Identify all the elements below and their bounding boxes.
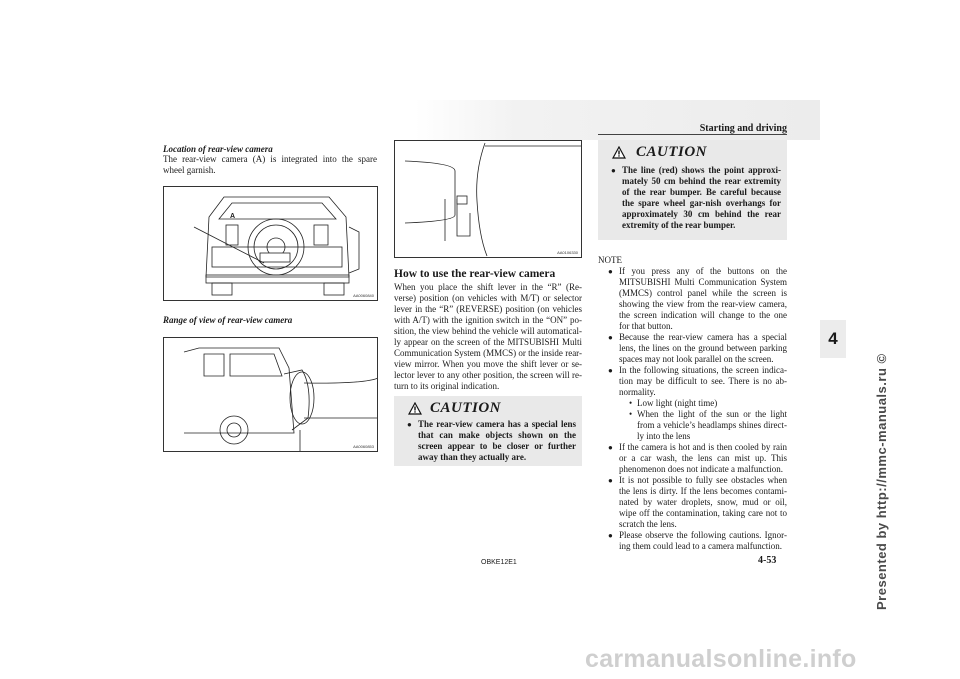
screen-view-figure bbox=[394, 140, 582, 258]
note-text: In the following situations, the screen indica-tion may be difficult to see. There is no ab-normality. bbox=[619, 365, 787, 397]
bullet-icon: ● bbox=[608, 476, 613, 485]
side-text: Presented by http://mmc-manuals.ru © bbox=[874, 353, 889, 610]
sub-item bbox=[629, 398, 787, 409]
note-item bbox=[607, 266, 787, 332]
note-text: Because the rear-view camera has a special lens, the lines on the ground between parking spaces may not look parallel on the screen. bbox=[619, 332, 787, 364]
bullet-icon: ● bbox=[611, 166, 616, 175]
footer-code: OBKE12E1 bbox=[481, 559, 517, 566]
sub-bullet-icon: • bbox=[629, 398, 633, 408]
location-text: The rear-view camera (A) is integrated into the spare wheel garnish. bbox=[163, 154, 377, 175]
note-item bbox=[607, 332, 787, 365]
sub-item bbox=[629, 409, 787, 442]
watermark: carmanualsonline.info bbox=[585, 645, 857, 673]
note-item bbox=[607, 475, 787, 530]
notes-list bbox=[607, 266, 787, 552]
camera-location-figure bbox=[163, 186, 378, 301]
page-number: 4-53 bbox=[758, 555, 777, 566]
note-item bbox=[607, 530, 787, 552]
header-rule bbox=[598, 134, 787, 135]
bullet-icon: ● bbox=[608, 531, 613, 540]
note-label: NOTE bbox=[598, 255, 622, 265]
sub-item-text: When the light of the sun or the light from a vehicle’s headlamps shines direct-ly into the lens bbox=[637, 409, 787, 441]
note-text: If the camera is hot and is then cooled by rain or a car wash, the lens can mist up. This phenomenon does not indicate a malfunction. bbox=[619, 442, 787, 474]
caution-item bbox=[394, 417, 582, 463]
caution-text: The rear-view camera has a special lens that can make objects shown on the screen appear to be closer or further away than they actually are. bbox=[418, 419, 576, 462]
caution-box bbox=[598, 140, 787, 240]
range-heading: Range of view of rear-view camera bbox=[163, 315, 293, 325]
vehicle-rear-illustration bbox=[164, 187, 378, 301]
view-range-illustration bbox=[164, 338, 378, 452]
figure-code: AA0060853 bbox=[353, 444, 374, 449]
bullet-icon: ● bbox=[608, 267, 613, 276]
view-range-figure bbox=[163, 337, 378, 452]
screen-view-illustration bbox=[395, 141, 582, 258]
location-heading: Location of rear-view camera bbox=[163, 144, 273, 154]
warning-triangle-icon bbox=[408, 402, 422, 415]
bullet-icon: ● bbox=[608, 366, 613, 375]
note-item bbox=[607, 365, 787, 398]
sub-list bbox=[607, 398, 787, 442]
caution-text: The line (red) shows the point approxi-mately 50 cm behind the rear extremity of the rear bumper. Be careful because the spare wheel gar-nish overhangs for approximately 30 cm behind the rear extremity of the rear bumper. bbox=[622, 165, 781, 230]
warning-triangle-icon bbox=[612, 146, 626, 159]
note-text: It is not possible to fully see obstacles when the lens is dirty. If the lens becomes contami-nated by water droplets, snow, mud or oil, wipe off the contamination, taking care not to scratch the lens. bbox=[619, 475, 787, 529]
note-item bbox=[607, 442, 787, 475]
figure-code: AA0060840 bbox=[353, 293, 374, 298]
bullet-icon: ● bbox=[608, 333, 613, 342]
bullet-icon: ● bbox=[608, 443, 613, 452]
sub-item-text: Low light (night time) bbox=[637, 398, 718, 408]
page-header-title: Starting and driving bbox=[699, 123, 787, 134]
note-text: Please observe the following cautions. Ignor-ing them could lead to a camera malfunction. bbox=[619, 530, 787, 551]
caution-title: CAUTION bbox=[430, 400, 502, 416]
chapter-number: 4 bbox=[828, 329, 838, 348]
caution-item bbox=[598, 161, 787, 231]
caution-box bbox=[394, 396, 582, 466]
bullet-icon: ● bbox=[407, 420, 412, 429]
section-text: When you place the shift lever in the “R” (Re-verse) position (on vehicles with M/T) or selector lever in the “R” (REVERSE) position (on vehicles with A/T) with the ignition switch in the “ON” po-sition, the view behind the vehicle will automatical-ly appear on the screen of the MITSUBISHI Multi Communication System (MMCS) or the inside rear-view mirror. When you move the shift lever or se-lector lever to any other position, the screen will re-turn to its original indication. bbox=[394, 282, 582, 391]
figure-code: AA0106330 bbox=[557, 250, 578, 255]
section-heading: How to use the rear-view camera bbox=[394, 268, 556, 280]
sub-bullet-icon: • bbox=[629, 409, 633, 419]
chapter-tab bbox=[820, 320, 846, 358]
label-a: A bbox=[230, 213, 236, 220]
caution-title: CAUTION bbox=[636, 144, 708, 160]
note-text: If you press any of the buttons on the MITSUBISHI Multi Communication System (MMCS) control panel while the screen is showing the view from the rear-view camera, the screen indication will change to the one for that button. bbox=[619, 266, 787, 331]
